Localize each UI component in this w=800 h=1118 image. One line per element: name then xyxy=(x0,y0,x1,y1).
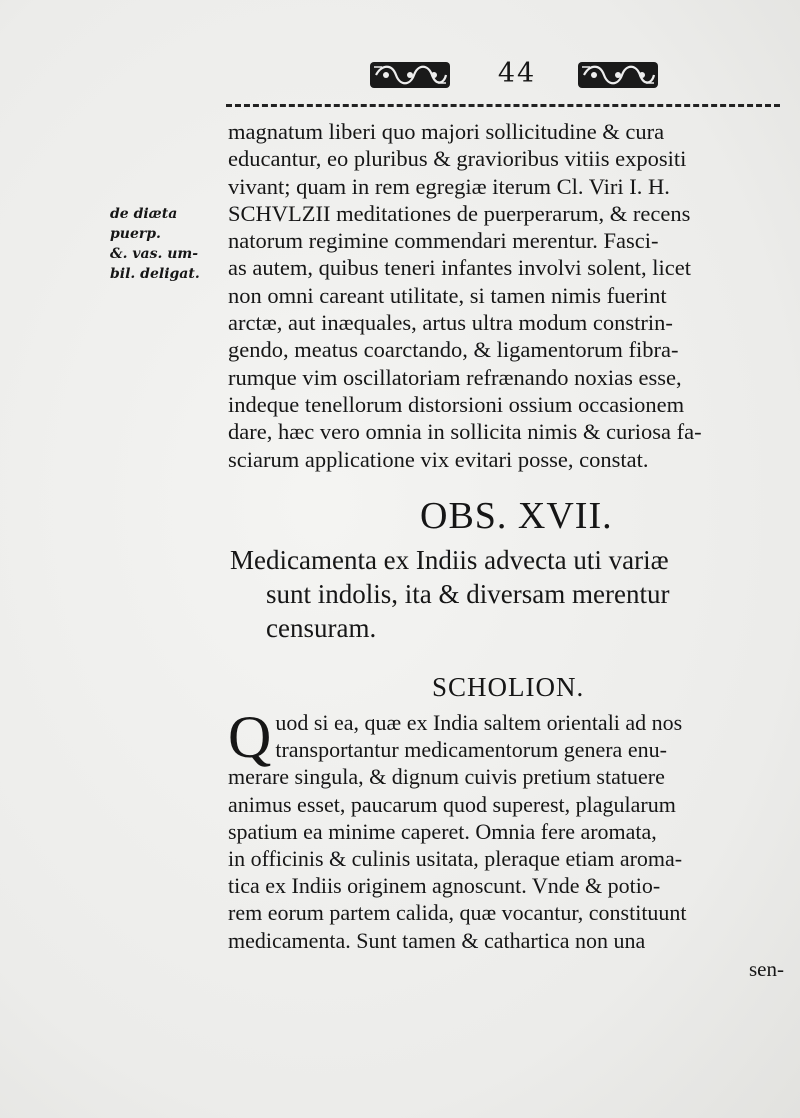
text-line: educantur, eo pluribus & gravioribus vitiis expositi xyxy=(228,146,687,172)
page-header xyxy=(360,56,670,100)
text-line: animus esset, paucarum quod superest, plagularum xyxy=(228,791,676,817)
text-line: arctæ, aut inæquales, artus ultra modum constrin- xyxy=(228,310,673,336)
page-number: 44 xyxy=(497,58,537,89)
text-line: vivant; quam in rem egregiæ iterum Cl. Viri I. H. xyxy=(228,173,670,199)
margin-note-line: de diæta xyxy=(110,206,178,222)
text-line: in officinis & culinis usitata, pleraque etiam aroma- xyxy=(228,846,683,872)
text-line: magnatum liberi quo majori sollicitudine & cura xyxy=(228,119,665,144)
scholion-heading: SCHOLION. xyxy=(432,672,585,702)
text-line: non omni careant utilitate, si tamen nimis fuerint xyxy=(228,282,667,308)
lead-line: Medicamenta ex Indiis advecta uti variæ xyxy=(230,545,669,575)
drop-cap: Q xyxy=(228,704,272,770)
text-line: as autem, quibus teneri infantes involvi solent, licet xyxy=(228,255,692,281)
observation-lead xyxy=(230,543,790,645)
margin-note xyxy=(110,204,220,284)
body-paragraph xyxy=(228,118,788,473)
catchword: sen- xyxy=(749,957,784,981)
lead-line: censuram. xyxy=(266,613,377,643)
margin-note-line: puerp. xyxy=(110,226,161,242)
text-line: tica ex Indiis originem agnoscunt. Vnde & potio- xyxy=(228,873,661,899)
text-line: SCHVLZII meditationes de puerperarum, & recens xyxy=(228,200,691,226)
text-line: sciarum applicatione vix evitari posse, constat. xyxy=(228,446,649,472)
text-line: medicamenta. Sunt tamen & cathartica non una xyxy=(228,927,646,953)
margin-note-line: bil. deligat. xyxy=(110,266,200,282)
text-line: natorum regimine commendari merentur. Fasci- xyxy=(228,228,659,254)
lead-line: sunt indolis, ita & diversam merentur xyxy=(266,579,670,609)
text-line: uod si ea, quæ ex India saltem orientali ad nos xyxy=(275,710,683,735)
header-rule xyxy=(226,104,780,107)
text-line: dare, hæc vero omnia in sollicita nimis & curiosa fa- xyxy=(228,419,702,445)
margin-note-line: &. vas. um- xyxy=(110,246,199,262)
text-line: gendo, meatus coarctando, & ligamentorum fibra- xyxy=(228,337,679,363)
observation-heading: OBS. XVII. xyxy=(420,495,613,537)
text-line: spatium ea minime caperet. Omnia fere aromata, xyxy=(228,818,657,844)
floral-ornament-icon xyxy=(576,58,660,92)
text-line: indeque tenellorum distorsioni ossium occasionem xyxy=(228,391,685,417)
scholion-paragraph xyxy=(228,704,788,954)
text-line: transportantur medicamentorum genera enu- xyxy=(275,737,667,763)
floral-ornament-icon xyxy=(368,58,452,92)
text-line: rumque vim oscillatoriam refrænando noxias esse, xyxy=(228,364,682,390)
text-line: merare singula, & dignum cuivis pretium statuere xyxy=(228,764,665,790)
text-line: rem eorum partem calida, quæ vocantur, constituunt xyxy=(228,900,687,926)
